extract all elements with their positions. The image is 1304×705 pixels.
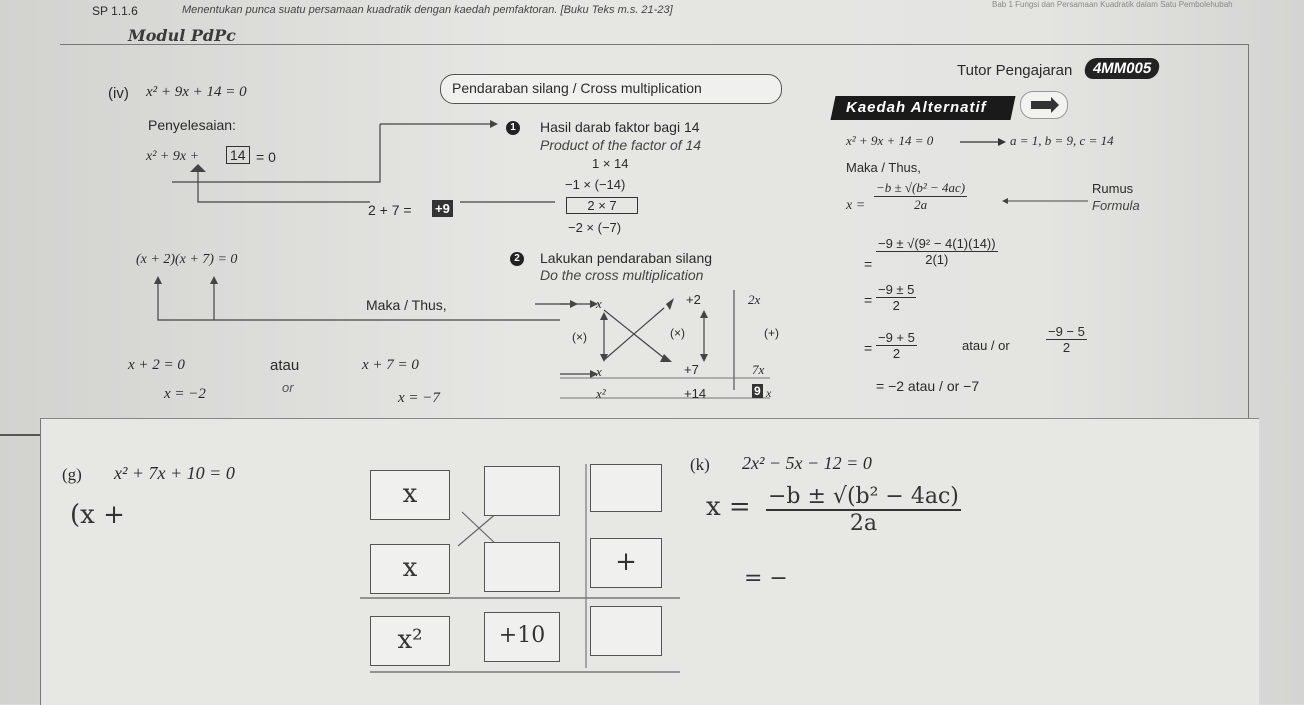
exercise-k-equation: 2x² − 5x − 12 = 0 [742, 453, 872, 473]
tutor-label: Tutor Pengajaran [957, 62, 1073, 79]
chapter-label: Bab 1 Fungsi dan Persamaan Kuadratik dalam Satu Pembolehubah [992, 0, 1233, 9]
grid-box-r1c2[interactable] [484, 466, 560, 516]
equals-sign: = [864, 292, 873, 308]
split-fraction-1 [876, 330, 917, 361]
factored-equation: (x + 2)(x + 7) = 0 [136, 252, 238, 267]
handwritten-label: Modul PdPc [128, 26, 236, 45]
exercise-g-student-work: (x + [70, 500, 125, 530]
step2-text-en: Do the cross multiplication [540, 267, 704, 283]
formula-pointer [1000, 196, 1090, 206]
step2-number: 2 [510, 252, 524, 266]
equals-sign: = [864, 340, 873, 356]
formula-lhs: x = [846, 198, 866, 213]
cross-result-right-suffix: x [766, 386, 772, 400]
cross-top-left: x [596, 296, 602, 311]
grid-box-r3c3[interactable] [590, 606, 662, 656]
cross-plus: (+) [764, 326, 779, 340]
simplified-denominator: 2 [892, 298, 900, 313]
thus-label: Maka / Thus, [366, 297, 447, 313]
example-part: (iv) [108, 85, 129, 102]
cross-result-right: 9 [754, 384, 761, 398]
grid-box-r1c1[interactable] [370, 470, 450, 520]
root-2: x = −7 [398, 390, 440, 406]
equals-sign: = [864, 256, 873, 272]
split-fraction-2 [1046, 324, 1087, 355]
split2-numerator: −9 − 5 [1048, 324, 1085, 339]
alt-final-answer: = −2 atau / or −7 [876, 378, 980, 394]
atau-or-label: atau / or [962, 338, 1010, 353]
simplified-fraction [876, 282, 916, 313]
step2-text-ms: Lakukan pendaraban silang [540, 250, 713, 266]
grid-box-r2c1[interactable] [370, 544, 450, 594]
sum-text: 2 + 7 = [368, 202, 412, 218]
simplified-numerator: −9 ± 5 [878, 282, 915, 297]
rewrite-left: x² + 9x + [146, 149, 200, 164]
formula-denominator: 2a [914, 197, 928, 212]
example-equation: x² + 9x + 14 = 0 [146, 84, 247, 100]
split2-denominator: 2 [1062, 340, 1071, 355]
formula-label-ms: Rumus [1092, 181, 1134, 196]
exercise-g-label: (g) [62, 465, 82, 484]
cross-bot-mid: +7 [684, 362, 699, 377]
exercise-k-hand-lhs: x = [706, 492, 751, 522]
or-label: or [282, 380, 294, 395]
hand-formula-denominator: 2a [849, 511, 877, 536]
grid-box-text: x [402, 553, 418, 583]
alt-coefficients: a = 1, b = 9, c = 14 [1010, 133, 1114, 148]
hand-formula-numerator: −b ± √(b² − 4ac) [768, 484, 959, 509]
sum-result-badge: +9 [432, 200, 453, 217]
quadratic-formula [874, 180, 967, 213]
cross-bot-left: x [596, 364, 602, 379]
root-equation-2: x + 7 = 0 [362, 357, 419, 373]
grid-box-text: +10 [498, 623, 546, 648]
arrow-icon [1020, 91, 1068, 119]
rewrite-boxed-constant: 14 [226, 146, 250, 164]
step1-text-ms: Hasil darab faktor bagi 14 [540, 119, 700, 135]
step1-text-en: Product of the factor of 14 [540, 137, 702, 153]
factor-pair: 1 × 14 [592, 156, 629, 171]
formula-label-en: Formula [1092, 198, 1140, 213]
header-code: SP 1.1.6 [92, 4, 138, 18]
exercise-g-equation: x² + 7x + 10 = 0 [114, 463, 235, 483]
atau-label: atau [270, 357, 300, 374]
tutor-code-badge: 4MM005 [1083, 58, 1161, 79]
alternative-title: Kaedah Alternatif [846, 99, 987, 116]
formula-numerator: −b ± √(b² − 4ac) [876, 180, 966, 195]
cross-result-left: x² [596, 386, 606, 401]
grid-box-r1c3[interactable] [590, 464, 662, 512]
cross-top-right: 2x [748, 292, 761, 307]
split1-numerator: −9 + 5 [878, 330, 915, 345]
factor-pair: −2 × (−7) [568, 220, 622, 235]
exercise-k-hand-line2: = − [744, 566, 788, 591]
factor-pair-selected: 2 × 7 [566, 197, 638, 214]
alt-arrow [960, 136, 1010, 148]
alt-equation: x² + 9x + 14 = 0 [846, 133, 934, 148]
grid-box-r3c2[interactable] [484, 612, 560, 662]
cross-top-mid: +2 [686, 292, 701, 307]
substitution-denominator: 2(1) [925, 252, 949, 267]
root-1: x = −2 [164, 386, 206, 402]
method-title: Pendaraban silang / Cross multiplication [452, 80, 702, 96]
grid-box-r2c2[interactable] [484, 542, 560, 592]
solution-label: Penyelesaian: [148, 117, 236, 133]
header-objective: Menentukan punca suatu persamaan kuadratik dengan kaedah pemfaktoran. [Buku Teks m.s. 21-23] [182, 4, 673, 16]
split1-denominator: 2 [892, 346, 901, 361]
root-equation-1: x + 2 = 0 [128, 357, 185, 373]
grid-box-text: x² [397, 625, 423, 655]
grid-box-r2c3[interactable] [590, 538, 662, 588]
step1-number: 1 [506, 121, 520, 135]
grid-box-r3c1[interactable] [370, 616, 450, 666]
rewrite-right: = 0 [256, 149, 276, 165]
cross-mul-left: (×) [572, 330, 587, 344]
grid-box-text: + [615, 547, 637, 577]
cross-result-mid: +14 [684, 386, 707, 401]
substitution-fraction [876, 236, 998, 267]
substitution-numerator: −9 ± √(9² − 4(1)(14)) [878, 236, 996, 251]
factor-pair: −1 × (−14) [565, 177, 626, 192]
cross-mul-mid: (×) [670, 326, 685, 340]
exercise-k-hand-formula [766, 484, 961, 536]
alt-thus-label: Maka / Thus, [846, 160, 921, 175]
grid-box-text: x [402, 479, 418, 509]
cross-bot-right: 7x [752, 362, 765, 377]
exercise-k-label: (k) [690, 455, 710, 474]
